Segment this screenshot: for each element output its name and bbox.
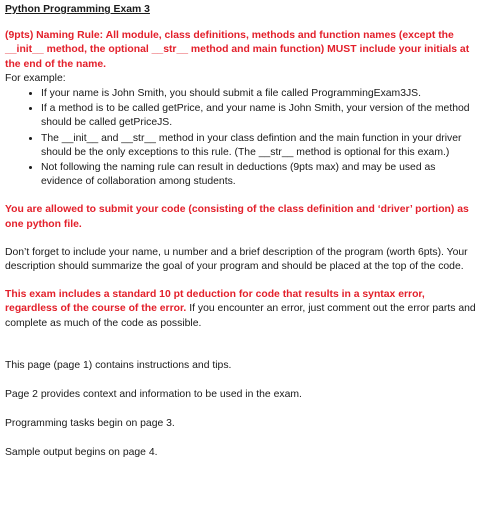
submit-note: You are allowed to submit your code (consisting of the class definition and ‘driver’ portion) as one python file. (5, 204, 469, 230)
syntax-warning (5, 288, 476, 331)
page-title: Python Programming Exam 3 (5, 4, 150, 15)
example-intro: For example: (5, 72, 66, 84)
list-item: • Not following the naming rule can result in deductions (9pts max) and may be used as evidence of collaboration among students. (41, 160, 476, 189)
syntax-warning-emphasis: This exam includes a standard 10 pt deduction for code that results in a syntax error, regardless of the course of the error. (5, 289, 425, 315)
list-item: • The __init__ and __str__ method in your class defintion and the main function in your driver should be the only exceptions to this rule. (The __str__ method is optional for this exam.) (41, 131, 476, 160)
example-list (5, 86, 476, 189)
page-info-2: Page 2 provides context and information to be used in the exam. (5, 389, 302, 401)
description-note: Don’t forget to include your name, u number and a brief description of the program (worth 6pts). Your description should summarize the goal of your program and should be placed at the top of the code. (5, 246, 468, 273)
page-info-1: This page (page 1) contains instructions and tips. (5, 359, 232, 371)
syntax-warning-text: If you encounter an error, just comment out the error parts and complete as much of the code as possible. (5, 303, 476, 329)
naming-rule: (9pts) Naming Rule: All module, class definitions, methods and function names (except the __init__ method, the optional __str__ method and main function) MUST include your initials at the end of the name. (5, 30, 470, 70)
page-info-4: Sample output begins on page 4. (5, 447, 158, 459)
list-item: • If a method is to be called getPrice, and your name is John Smith, your version of the method should be called getPriceJS. (41, 101, 476, 130)
page-info-3: Programming tasks begin on page 3. (5, 418, 175, 430)
list-item: • If your name is John Smith, you should submit a file called ProgrammingExam3JS. (41, 86, 476, 101)
